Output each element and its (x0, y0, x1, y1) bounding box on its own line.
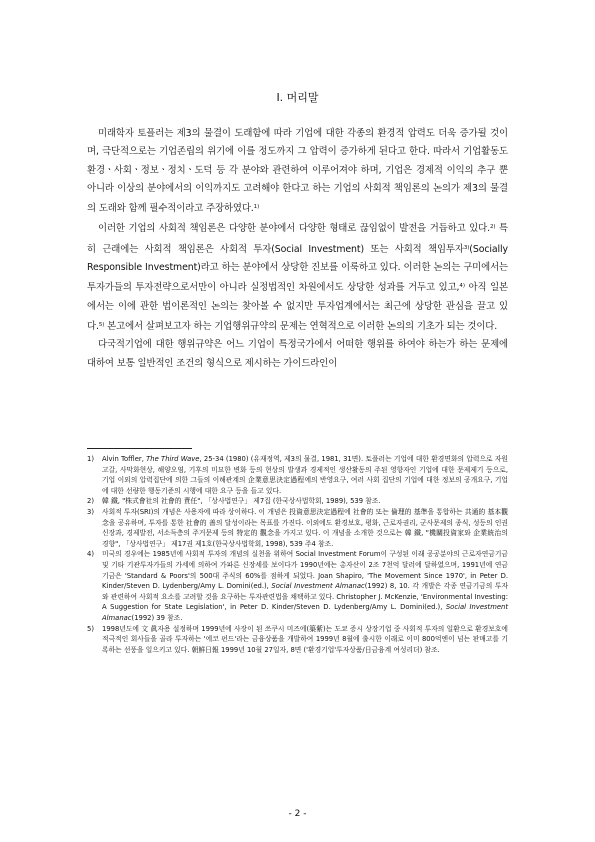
text-run: 미국의 경우에는 1985년에 사회적 투자의 개념의 실천을 위하여 Social Investment Forum이 구성된 이래 공공분야의 근로자연금기금 및 기타 기관투자가들의 가세에 의하여 가파른 신장세를 보이다가 1990년에는 총자산이 2조 7천억 달러에 달하였으며, 1991년에 연금기금은 'Standard & Poors'의 500대 주식의 60%를 점하게 되었다. Joan Shapiro, 'The Movement Since 1970', in Peter D. Kinder/Steven D. Lydenberg/Amy L. Domini(ed.), (102, 550, 508, 591)
footnote (87, 454, 508, 496)
footnote-number: 2) (87, 497, 94, 506)
italic-title: The Third Wave (146, 455, 200, 463)
footnote-number: 4) (87, 550, 94, 559)
text-run: (Socially Responsible Investment)라고 하는 분야에서 상당한 진보를 이룩하고 있다. 이러한 논의는 구미에서는 투자가들의 투자전략으로서만이 아니라 실정법적인 차원에서도 상당한 성과를 거두고 있고, (87, 243, 508, 294)
footnote-number: 3) (87, 507, 94, 516)
text-run: 1998년도에 文 眞자용 설정하며 1999년에 사장이 된 쓰쿠시 미즈에(築紫)는 도쿄 증시 상장기업 중 사회적 투자의 일환으로 환경보호에 적극적인 회사들을 골라 투자하는 '에코 펀드'라는 금융상품을 개발하여 1999년 8월에 출시한 이래로 이미 800억엔이 넘는 판매고를 기록하는 선풍을 일으키고 있다. 朝鮮日報 1999년 10월 27일자, 8면 ('환경기업'투자상품/日금융계 여성리더) 참조. (102, 624, 508, 654)
text-run: 이러한 기업의 사회적 책임론은 다양한 분야에서 다양한 형태로 끊임없이 발전을 거듭하고 있다. (98, 223, 490, 235)
italic-title: Social Investment Almanac (102, 603, 508, 622)
text-run: 사회적 투자(SRI)의 개념은 사용자에 따라 상이하다. 이 개념은 投資意思決定過程에 社會的 또는 倫理的 基準을 통합하는 共通的 基本觀念을 공유하며, 투자를 통한 社會的 善의 달성이라는 목표를 가진다. 이외에도 환경보호, 평화, 근로자권리, 군사문제의 종식, 성등의 인권신장과, 경제발전, 서소득층의 주거문제 등의 特定的 觀念을 가지고 있다. 이 개념을 소개한 것으로는 韓 鐵, "機關投資家와 企業統治의 경향", 「상사법연구」 제17권 제1호(한국상사법학회, 1998), 539 주4 참조. (102, 507, 508, 548)
footnote-reference: 4) (459, 283, 465, 290)
footnote-number: 5) (87, 624, 94, 633)
body-paragraph (87, 125, 508, 218)
footnote-reference: 5) (98, 321, 105, 328)
text-run: 특히 근래에는 사회적 책임론은 사회적 투자(Social Investment) 또는 사회적 책임투자 (87, 223, 508, 255)
footnote-reference: 3) (463, 244, 470, 251)
footnote (87, 507, 508, 549)
footnote (87, 624, 508, 656)
page-number: - 2 - (288, 809, 307, 819)
italic-title: Social Investment Almanac (271, 582, 365, 591)
footnote-number: 1) (87, 455, 94, 463)
text-run: 韓 鐵, "株式會社의 社會的 責任", 「상사법연구」 제7집 (한국상사법학회, 1989), 539 참조. (102, 497, 381, 506)
footnote-separator (87, 448, 192, 449)
text-run: 다국적기업에 대한 행위규약은 어느 기업이 특정국가에서 어떠한 행위를 하여야 하는가 하는 문제에 대하여 보통 일반적인 조건의 형식으로 제시하는 가이드라인이 (87, 339, 508, 369)
footnotes-section (87, 454, 508, 655)
section-heading: Ⅰ. 머리말 (276, 91, 319, 104)
text-run: 본고에서 살펴보고자 하는 기업행위규약의 문제는 연혁적으로 이러한 논의의 기초가 되는 것이다. (104, 320, 498, 332)
text-run: (1992) 8, 10. 각 개발은 각종 연금기금의 투자와 관련하여 사회적 요소를 고려할 것을 요구하는 투자관련법을 채택하고 있다. Christopher J. McKenzie, 'Environmental Investing: A Suggestion for State Legislation', in Peter D. Kinder/Steven D. Lydenberg/Amy L. Domini(ed.), (102, 582, 509, 612)
text-run: 미래학자 토플러는 제3의 물결이 도래함에 따라 기업에 대한 각종의 환경적 압력도 더욱 증가될 것이며, 극단적으로는 기업존립의 위기에 이를 정도까지 그 압력이 증가하게 된다고 한다. 따라서 기업활동도 환경ㆍ사회ㆍ정보ㆍ정치ㆍ도덕 등 각 분야와 관련하여 이루어져야 하며, 기업은 경제적 이익의 추구 뿐 아니라 이상의 분야에서의 이익까지도 고려해야 한다고 하는 기업의 사회적 책임론의 논의가 제3의 물결의 도래와 함께 필수적이라고 주장하였다. (87, 128, 508, 215)
text-run: Alvin Toffler, (102, 455, 147, 463)
footnote-reference: 2) (489, 224, 496, 231)
text-run: 아직 일본에서는 이에 관한 법이론적인 논의는 찾아볼 수 없지만 투자업계에서는 최근에 상당한 관심을 끌고 있다. (87, 282, 508, 332)
footnote (87, 496, 508, 507)
text-run: (1992) 39 참조. (131, 613, 183, 622)
body-paragraph (87, 336, 508, 373)
footnote (87, 549, 508, 623)
main-body-text (87, 125, 508, 373)
body-paragraph (87, 218, 508, 336)
text-run: , 25-34 (1980) (유재정역, 제3의 물결, 1981, 31면). 토플러는 기업에 대한 환경면화의 압력으로 자원고갈, 사막화현상, 해양오염, 기후의 미묘한 변화 등의 현상의 발생과 경제적인 생산활동의 주된 영향자인 기업에 대한 문제제기 등으로, 기업 이외의 압력집단에 의한 그들의 이해관계의 企業意思決定過程에의 반영요구, 여러 사회 집단의 기업에 대한 정보의 공개요구, 기업에 대한 선량한 행동기준의 시행에 대한 요구 등을 들고 있다. (102, 455, 508, 495)
footnote-reference: 1) (253, 204, 260, 211)
